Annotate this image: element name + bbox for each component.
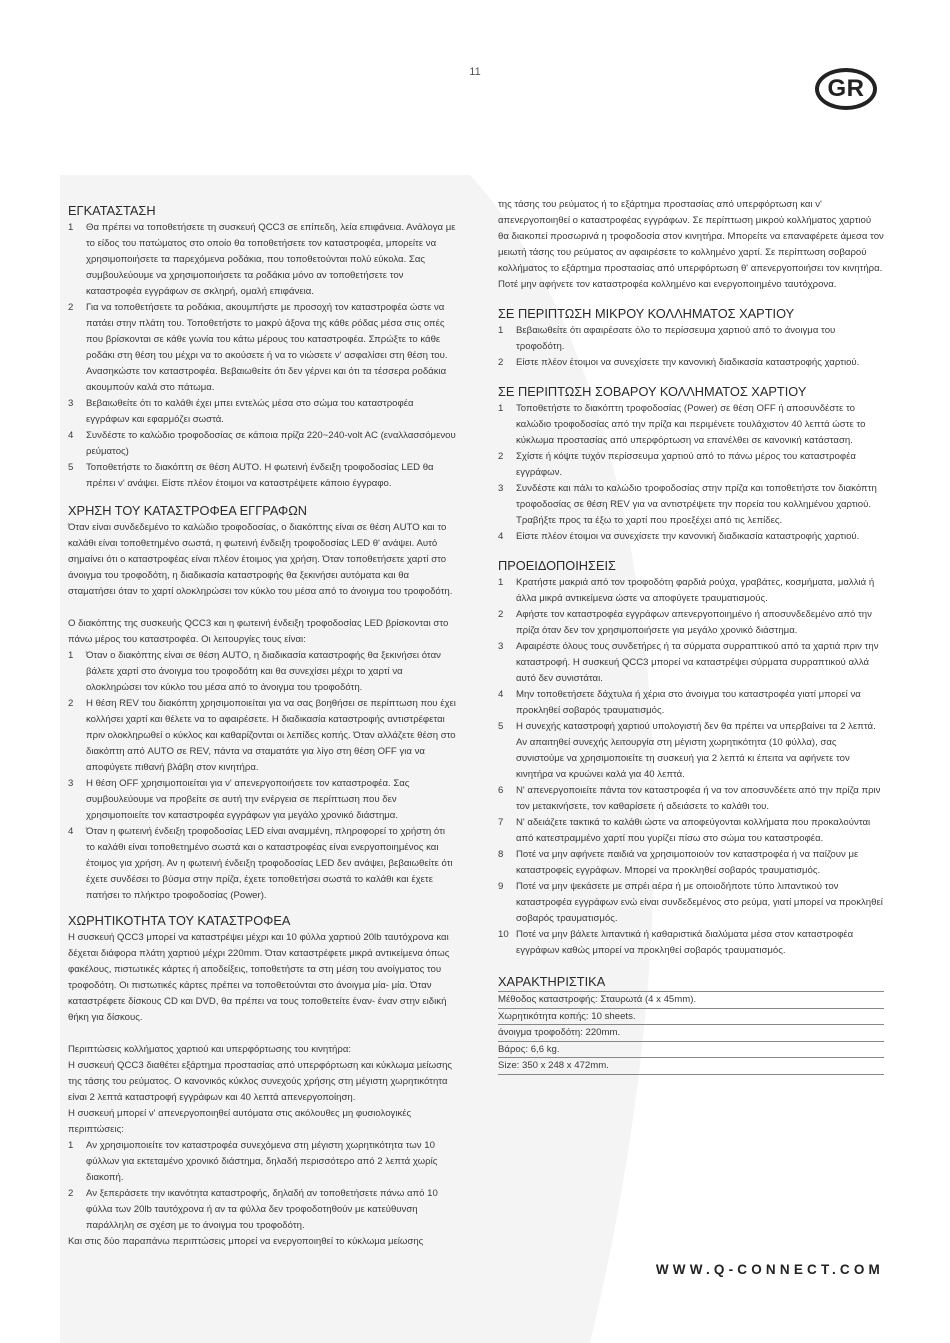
item-number: 2 [68, 698, 74, 709]
spec-row: Μέθοδος καταστροφής: Σταυρωτά (4 x 45mm). [498, 991, 884, 1009]
jam-overload-list [68, 1138, 456, 1234]
item-number: 6 [498, 785, 504, 796]
capacity-text: Η συσκευή QCC3 μπορεί να καταστρέψει μέχρι και 10 φύλλα χαρτιού 20lb ταυτόχρονα και δέχεται διάφορα πλάτη χαρτιού μέχρι 220mm. Όταν καταστρέφετε μικρά αντικείμενα όπως φακέλους, πιστωτικές κάρτες ή αποδείξεις, τοποθετήστε τα στη μέση του ανοίγματος του τροφοδότη. Οι πιστωτικές κάρτες πρέπει να τοποθετούνται στο άνοιγμα μία- μία. Όταν καταστρέφετε δίσκους CD και DVD, θα πρέπει να τους τοποθετείτε έναν- έναν στην ειδική θήκη για δίσκους. [68, 932, 450, 1023]
item-text: Η θέση REV του διακόπτη χρησιμοποιείται για να σας βοηθήσει σε περίπτωση που έχει κολλήσει χαρτί και θέλετε να το αφαιρέσετε. Η διαδικασία καταστροφής αντιστρέφεται πριν ολοκληρωθεί ο κύκλος και καθαρίζονται οι λεπίδες κοπής. Όταν αλλάζετε θέση στο διακόπτη από AUTO σε REV, πάντα να σταματάτε για λίγο στη θέση OFF για να αποφύγετε πιθανή βλάβη στον κινητήρα. [86, 698, 456, 773]
item-text: Αφήστε τον καταστροφέα εγγράφων απενεργοποιημένο ή αποσυνδεδεμένο από την πρίζα όταν δεν τον χρησιμοποιήσετε για μεγάλο χρονικό διάστημα. [516, 609, 872, 636]
item-text: Ν' αδειάζετε τακτικά το καλάθι ώστε να αποφεύγονται κολλήματα που προκαλούνται από κατεστραμμένο χαρτί που γυρίζει πίσω στο σώμα του καταστροφέα. [516, 817, 871, 844]
minor-jam-section [498, 305, 884, 371]
item-number: 2 [498, 451, 504, 462]
capacity-section [68, 912, 456, 1026]
item-number: 2 [68, 302, 74, 313]
list-item [498, 607, 884, 639]
item-text: Ποτέ να μην αφήνετε παιδιά να χρησιμοποιούν τον καταστροφέα ή να παίζουν με καταστροφείς εγγράφων. Μπορεί να προκληθεί σοβαρός τραυματισμός. [516, 849, 859, 876]
item-number: 1 [68, 650, 74, 661]
item-number: 5 [498, 721, 504, 732]
item-number: 1 [498, 403, 504, 414]
list-item [498, 481, 884, 529]
item-text: Είστε πλέον έτοιμοι να συνεχίσετε την κανονική διαδικασία καταστροφής χαρτιού. [516, 531, 860, 542]
usage-list [68, 648, 456, 904]
spec-row: άνοιγμα τροφοδότη: 220mm. [498, 1025, 884, 1042]
list-item [498, 529, 884, 545]
item-text: Η θέση OFF χρησιμοποιείται για ν' απενεργοποιήσετε τον καταστροφέα. Σας συμβουλεύουμε να προβείτε σε αυτή την ενέργεια σε περίπτωση που δεν χρησιμοποιείτε τον καταστροφέα εγγράφων για μεγάλο χρονικό διάστημα. [86, 778, 410, 821]
item-number: 1 [68, 1140, 74, 1151]
list-item [498, 575, 884, 607]
usage-intro: Όταν είναι συνδεδεμένο το καλώδιο τροφοδοσίας, ο διακόπτης είναι σε θέση AUTO και το καλάθι είναι τοποθετημένο σωστά, η φωτεινή ένδειξη τροφοδοσίας LED θ' ανάψει. Αυτό σημαίνει ότι ο καταστροφέας είναι πλέον έτοιμος για χρήση. Όταν τοποθετήσετε χαρτί στο άνοιγμα του τροφοδότη, η διαδικασία καταστροφής θα ξεκινήσει αυτόματα και θα σταματήσει όταν το χαρτί ολοκληρώσει τον κύκλο του μέσα από το άνοιγμα του τροφοδότη. [68, 522, 453, 597]
list-item [498, 323, 884, 355]
list-item [498, 449, 884, 481]
item-text: Η συνεχής καταστροφή χαρτιού υπολογιστή δεν θα πρέπει να υπερβαίνει τα 2 λεπτά. Αν απαιτηθεί συνεχής λειτουργία στη μέγιστη χωρητικότητα (10 φύλλα), σας συνιστούμε να χρησιμοποιείτε τη συσκευή για 2 λεπτά κι έπειτα να αφήνετε τον κινητήρα να κρυώνει καλά για 40 λεπτά. [516, 721, 876, 780]
major-jam-list [498, 401, 884, 545]
item-text: Θα πρέπει να τοποθετήσετε τη συσκευή QCC3 σε επίπεδη, λεία επιφάνεια. Ανάλογα με το είδος του πατώματος στο οποίο θα τοποθετήσετε τον καταστροφέα, μπορείτε να χρησιμοποιήσετε τα παρεχόμενα ροδάκια, που τοποθετούνται πολύ εύκολα. Σας συμβουλεύουμε να χρησιμοποιήσετε τα ροδάκια μόνο αν τοποθετήσετε τον καταστροφέα εγγράφων σε σκληρή, ομαλή επιφάνεια. [86, 222, 456, 297]
jam-overload-closing: Και στις δύο παραπάνω περιπτώσεις μπορεί να ενεργοποιηθεί το κύκλωμα μείωσης [68, 1236, 424, 1247]
item-number: 8 [498, 849, 504, 860]
list-item [498, 355, 884, 371]
item-number: 1 [498, 577, 504, 588]
installation-heading: ΕΓΚΑΤΑΣΤΑΣΗ [68, 203, 156, 218]
item-number: 1 [68, 222, 74, 233]
list-item [68, 460, 456, 492]
item-number: 10 [498, 929, 509, 940]
list-item [498, 401, 884, 449]
list-item [68, 696, 456, 776]
item-number: 3 [68, 398, 74, 409]
minor-jam-heading: ΣΕ ΠΕΡΙΠΤΩΣΗ ΜΙΚΡΟΥ ΚΟΛΛΗΜΑΤΟΣ ΧΑΡΤΙΟΥ [498, 306, 795, 321]
installation-list [68, 220, 456, 492]
item-text: Συνδέστε και πάλι το καλώδιο τροφοδοσίας στην πρίζα και τοποθετήστε τον διακόπτη τροφοδοσίας σε θέση REV για να αντιστρέψετε την πορεία του κολλημένου χαρτιού. Τραβήξτε προς τα έξω το χαρτί που προεξέχει από τις λεπίδες. [516, 483, 877, 526]
item-text: Τοποθετήστε το διακόπτη σε θέση AUTO. Η φωτεινή ένδειξη τροφοδοσίας LED θα πρέπει ν' ανάψει. Είστε πλέον έτοιμοι να καταστρέψετε κάποιο έγγραφο. [86, 462, 434, 489]
item-number: 9 [498, 881, 504, 892]
list-item [498, 879, 884, 927]
specs-table [498, 991, 884, 1075]
list-item [68, 648, 456, 696]
item-text: Αν χρησιμοποιείτε τον καταστροφέα συνεχόμενα στη μέγιστη χωρητικότητα των 10 φύλλων για εκτεταμένο χρονικό διάστημα, δηλαδή περισσότερο από 2 λεπτά χωρίς διακοπή. [86, 1140, 438, 1183]
list-item [68, 1138, 456, 1186]
website-url[interactable]: WWW.Q-CONNECT.COM [655, 1262, 884, 1277]
list-item [68, 824, 456, 904]
item-number: 2 [68, 1188, 74, 1199]
item-text: Αν ξεπεράσετε την ικανότητα καταστροφής, δηλαδή αν τοποθετήσετε πάνω από 10 φύλλα των 20lb ταυτόχρονα ή αν τα φύλλα δεν τροφοδοτηθούν με κατεύθυνση παράλληλη σε σχέση με το άνοιγμα του τροφοδότη. [86, 1188, 438, 1231]
item-text: Για να τοποθετήσετε τα ροδάκια, ακουμπήστε με προσοχή τον καταστροφέα ώστε να πατάει στην πλάτη του. Τοποθετήστε το μακρύ άξονα της κάθε ρόδας μέσα στις οπές που βρίσκονται σε κάθε γωνία του κάτω μέρους του καταστροφέα. Σπρώξτε το κάθε ροδάκι στη θέση του μέχρι να το ακούσετε ή να το νιώσετε ν' ασφαλίσει στη θέση του. Ανασηκώστε τον καταστροφέα. Βεβαιωθείτε ότι δεν γέρνει και ότι τα τέσσερα ροδάκια ακουμπούν καλά στο πάτωμα. [86, 302, 448, 393]
usage-heading: ΧΡΗΣΗ ΤΟΥ ΚΑΤΑΣΤΡΟΦΕΑ ΕΓΓΡΑΦΩΝ [68, 503, 308, 518]
spec-row: Χωρητικότητα κοπής: 10 sheets. [498, 1009, 884, 1026]
item-text: Τοποθετήστε το διακόπτη τροφοδοσίας (Power) σε θέση OFF ή αποσυνδέστε το καλώδιο τροφοδοσίας από την πρίζα και περιμένετε τουλάχιστον 40 λεπτά ώστε το κύκλωμα προστασίας από υπερφόρτωση να επανέλθει σε κανονική κατάσταση. [516, 403, 866, 446]
warnings-section [498, 557, 884, 959]
list-item [498, 639, 884, 687]
item-number: 3 [498, 483, 504, 494]
list-item [68, 396, 456, 428]
item-number: 4 [498, 531, 504, 542]
page-number: 11 [469, 66, 481, 78]
item-text: Βεβαιωθείτε ότι το καλάθι έχει μπει εντελώς μέσα στο σώμα του καταστροφέα εγγράφων και εφαρμόζει σωστά. [86, 398, 414, 425]
item-text: Όταν ο διακόπτης είναι σε θέση AUTO, η διαδικασία καταστροφής θα ξεκινήσει όταν βάλετε χαρτί στο άνοιγμα του τροφοδότη και θα συνεχίσει μέχρι το χαρτί να ολοκληρώσει τον κύκλο του μέσα από το άνοιγμα του τροφοδότη. [86, 650, 441, 693]
spec-row: Size: 350 x 248 x 472mm. [498, 1058, 884, 1075]
item-number: 3 [498, 641, 504, 652]
list-item [498, 847, 884, 879]
major-jam-heading: ΣΕ ΠΕΡΙΠΤΩΣΗ ΣΟΒΑΡΟΥ ΚΟΛΛΗΜΑΤΟΣ ΧΑΡΤΙΟΥ [498, 384, 807, 399]
specs-section [498, 973, 884, 1075]
jam-overload-text-2: Η συσκευή μπορεί ν' απενεργοποιηθεί αυτόματα στις ακόλουθες μη φυσιολογικές περιπτώσεις: [68, 1108, 412, 1135]
list-item [68, 1186, 456, 1234]
item-text: Ποτέ να μην ψεκάσετε με σπρέι αέρα ή με οποιοδήποτε τύπο λιπαντικού τον καταστροφέα εγγράφων ενώ είναι συνδεδεμένος στο ρεύμα, γιατί μπορεί να προκληθεί σοβαρός τραυματισμός. [516, 881, 883, 924]
item-text: Όταν η φωτεινή ένδειξη τροφοδοσίας LED είναι αναμμένη, πληροφορεί το χρήστη ότι το καλάθι είναι τοποθετημένο σωστά και ο καταστροφέας είναι ενεργοποιημένος και έτοιμος για χρήση. Αν η φωτεινή ένδειξη τροφοδοσίας LED δεν ανάψει, βεβαιωθείτε ότι έχετε συνδέσει το βύσμα στην πρίζα, έχετε τοποθετήσει σωστά το καλάθι και έχετε πατήσει το πλήκτρο τροφοδοσίας (Power). [86, 826, 453, 901]
left-column [68, 202, 456, 1250]
jam-overload-section [68, 1042, 456, 1250]
spec-row: Βάρος: 6,6 kg. [498, 1042, 884, 1059]
capacity-heading: ΧΩΡΗΤΙΚΟΤΗΤΑ ΤΟΥ ΚΑΤΑΣΤΡΟΦΕΑ [68, 913, 291, 928]
continuation-text: της τάσης του ρεύματος ή το εξάρτημα προστασίας από υπερφόρτωση και ν' απενεργοποιηθεί ο καταστροφέας εγγράφων. Σε περίπτωση μικρού κολλήματος χαρτιού θα διακοπεί προσωρινά η τροφοδοσία στον κινητήρα. Μπορείτε να επαναφέρετε άμεσα τον μειωτή τάσης του ρεύματος αν αφαιρέσετε το κολλημένο χαρτί. Σε περίπτωση σοβαρού κολλήματος το εξάρτημα προστασίας από υπερφόρτωση θ' απενεργοποιήσει τον κινητήρα. Ποτέ μην αφήνετε τον καταστροφέα κολλημένο και ενεργοποιημένο ταυτόχρονα. [498, 199, 884, 290]
minor-jam-list [498, 323, 884, 371]
usage-section [68, 502, 456, 904]
item-text: Βεβαιωθείτε ότι αφαιρέσατε όλο το περίσσευμα χαρτιού από το άνοιγμα του τροφοδότη. [516, 325, 836, 352]
item-text: Σχίστε ή κόψτε τυχόν περίσσευμα χαρτιού από το πάνω μέρος του καταστροφέα εγγράφων. [516, 451, 856, 478]
item-number: 5 [68, 462, 74, 473]
item-number: 4 [68, 826, 74, 837]
list-item [68, 428, 456, 460]
list-item [498, 815, 884, 847]
country-badge: GR [815, 68, 877, 110]
jam-overload-text: Η συσκευή QCC3 διαθέτει εξάρτημα προστασίας από υπερφόρτωση και κύκλωμα μείωσης της τάσης του ρεύματος. Ο κανονικός κύκλος συνεχούς χρήσης στη μέγιστη χωρητικότητα είναι 2 λεπτά καταστροφή εγγράφων και 40 λεπτά απενεργοποίηση. [68, 1060, 453, 1103]
item-text: Συνδέστε το καλώδιο τροφοδοσίας σε κάποια πρίζα 220~240-volt AC (εναλλασσόμενου ρεύματος) [86, 430, 456, 457]
list-item [498, 719, 884, 783]
list-item [498, 783, 884, 815]
list-item [498, 687, 884, 719]
usage-switch-paragraph: Ο διακόπτης της συσκευής QCC3 και η φωτεινή ένδειξη τροφοδοσίας LED βρίσκονται στο πάνω μέρος του καταστροφέα. Οι λειτουργίες τους είναι: [68, 618, 449, 645]
item-number: 3 [68, 778, 74, 789]
item-number: 4 [68, 430, 74, 441]
item-number: 7 [498, 817, 504, 828]
item-text: Μην τοποθετήσετε δάχτυλα ή χέρια στο άνοιγμα του καταστροφέα γιατί μπορεί να προκληθεί σοβαρός τραυματισμός. [516, 689, 861, 716]
specs-heading: ΧΑΡΑΚΤΗΡΙΣΤΙΚΑ [498, 974, 606, 989]
item-text: Ποτέ να μην βάλετε λιπαντικά ή καθαριστικά διαλύματα μέσα στον καταστροφέα εγγράφων καθώς μπορεί να προκληθεί σοβαρός τραυματισμός. [516, 929, 854, 956]
item-number: 2 [498, 609, 504, 620]
item-number: 2 [498, 357, 504, 368]
right-column [498, 197, 884, 1075]
item-text: Ν' απενεργοποιείτε πάντα τον καταστροφέα ή να τον αποσυνδέετε από την πρίζα πριν τον μετακινήσετε, τον καθαρίσετε ή αδειάσετε το καλάθι του. [516, 785, 881, 812]
warnings-heading: ΠΡΟΕΙΔΟΠΟΙΗΣΕΙΣ [498, 558, 616, 573]
item-text: Αφαιρέστε όλους τους συνδετήρες ή τα σύρματα συρραπτικού από τα χαρτιά πριν την καταστροφή. Η συσκευή QCC3 μπορεί να καταστρέψει σύρματα συρραπτικού αλλά αυτό δεν συνιστάται. [516, 641, 879, 684]
list-item [68, 220, 456, 300]
major-jam-section [498, 383, 884, 545]
item-number: 1 [498, 325, 504, 336]
item-text: Κρατήστε μακριά από τον τροφοδότη φαρδιά ρούχα, γραβάτες, κοσμήματα, μαλλιά ή άλλα μικρά αντικείμενα ώστε να αποφύγετε τραυματισμούς. [516, 577, 875, 604]
list-item [68, 776, 456, 824]
list-item [498, 927, 884, 959]
jam-overload-heading: Περιπτώσεις κολλήματος χαρτιού και υπερφόρτωσης του κινητήρα: [68, 1044, 352, 1055]
item-number: 4 [498, 689, 504, 700]
list-item [68, 300, 456, 396]
item-text: Είστε πλέον έτοιμοι να συνεχίσετε την κανονική διαδικασία καταστροφής χαρτιού. [516, 357, 860, 368]
warnings-list [498, 575, 884, 959]
installation-section [68, 202, 456, 492]
